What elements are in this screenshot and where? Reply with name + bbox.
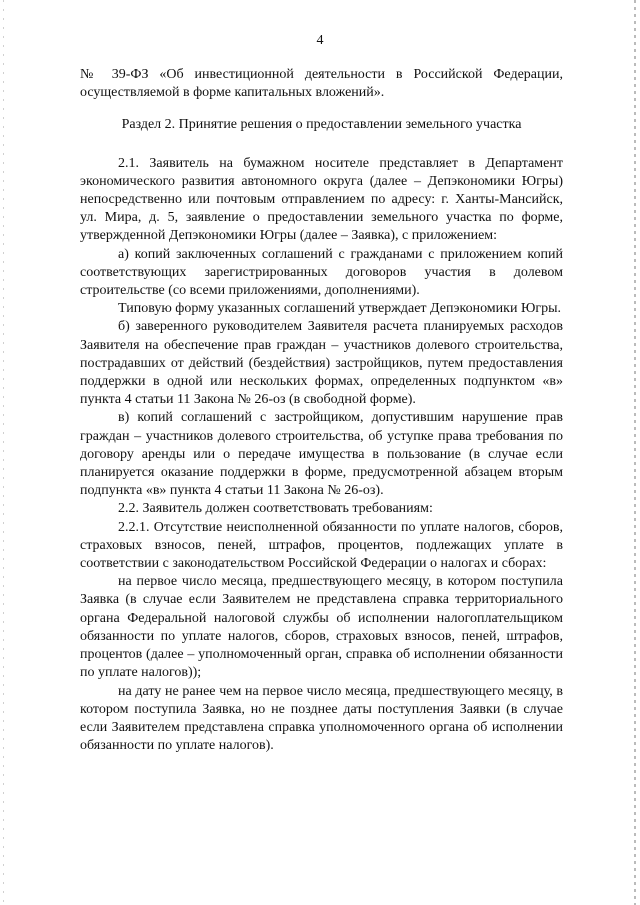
intro-paragraph: № 39-ФЗ «Об инвестиционной деятельности в Российской Федерации, осуществляемой в форме капитальных вложений». [80, 67, 563, 101]
paragraph-2-2-1: 2.2.1. Отсутствие неисполненной обязанности по уплате налогов, сборов, страховых взносов, пеней, штрафов, процентов, подлежащих уплате в соответствии с законодательством Российской Федерации о налогах и сборах: [80, 519, 563, 572]
paragraph-b: б) заверенного руководителем Заявителя расчета планируемых расходов Заявителя на обеспечение прав граждан – участников долевого строительства, пострадавших от действий (бездействия) застройщиков, путем предоставления поддержки в одной или нескольких формах, определенных подпунктом «в» пункта 4 статьи 11 Закона № 26-оз (в свободной форме). [80, 319, 563, 408]
scan-edge-right [634, 0, 636, 905]
paragraph-a: а) копий заключенных соглашений с гражданами с приложением копий соответствующих зарегистрированных договоров участия в долевом строительстве (со всеми приложениями, дополнениями). [80, 246, 563, 299]
paragraph-2-1: 2.1. Заявитель на бумажном носителе представляет в Департамент экономического развития автономного округа (далее – Депэкономики Югры) непосредственно или почтовым отправлением по адресу: г. Ханты-Мансийск, ул. Мира, д. 5, заявление о предоставлении земельного участка по форме, утвержденной Депэкономики Югры (далее – Заявка), с приложением: [80, 155, 563, 244]
document-body [80, 66, 563, 755]
page-number: 4 [316, 33, 324, 48]
paragraph-date-not-earlier: на дату не ранее чем на первое число месяца, предшествующего месяцу, в котором поступила Заявка, но не позднее даты поступления Заявки (в случае если Заявителем представлена справка уполномоченного органа об исполнении обязанности по уплате налогов). [80, 683, 563, 754]
paragraph-first-day: на первое число месяца, предшествующего месяцу, в котором поступила Заявка (в случае если Заявителем не представлена справка территориального органа Федеральной налоговой службы об исполнении налогоплательщиком обязанности по уплате налогов, сборов, страховых взносов, пеней, штрафов, процентов (далее – уполномоченный орган, справка об исполнении обязанности по уплате налогов)); [80, 574, 563, 681]
scan-edge-left [3, 0, 4, 905]
paragraph-2-2: 2.2. Заявитель должен соответствовать требованиям: [118, 501, 433, 517]
paragraph-typical-form: Типовую форму указанных соглашений утверждает Депэкономики Югры. [118, 301, 561, 317]
section-title: Раздел 2. Принятие решения о предоставлении земельного участка [121, 117, 522, 133]
paragraph-v: в) копий соглашений с застройщиком, допустившим нарушение прав граждан – участников долевого строительства, об уступке права требования по договору аренды или о передаче имущества в пользование (в случае если планируется оказание поддержки в форме, предусмотренной абзацем вторым подпункта «в» пункта 4 статьи 11 Закона № 26-оз). [80, 410, 563, 499]
